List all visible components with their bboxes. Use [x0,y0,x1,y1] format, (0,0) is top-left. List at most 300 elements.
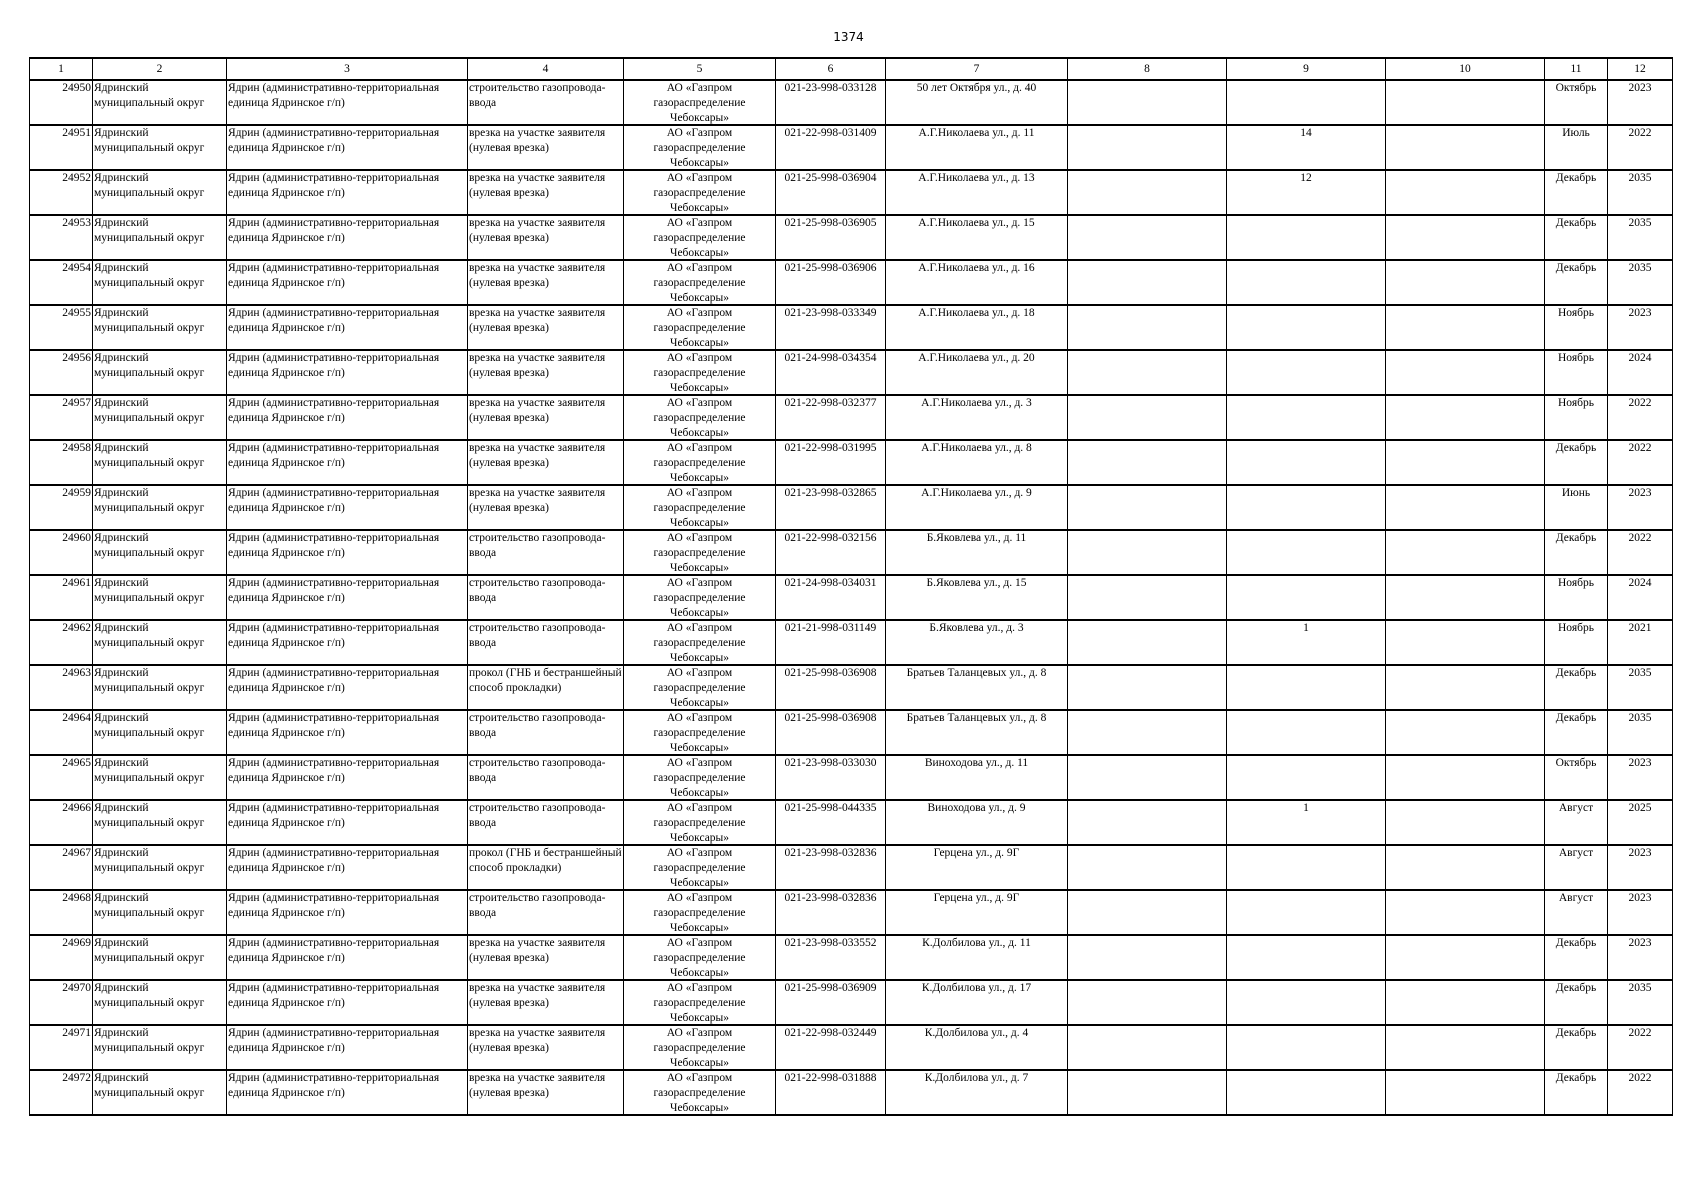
work-type-cell-text: врезка на участке заявителя (нулевая врезка) [469,172,606,199]
year-cell-text: 2024 [1628,577,1652,589]
year-cell [1608,575,1673,620]
settlement-cell [227,845,468,890]
work-type-cell-text: врезка на участке заявителя (нулевая врезка) [469,352,606,379]
district-cell [93,530,227,575]
settlement-cell-text: Ядрин (административно-территориальная единица Ядринское г/п) [228,352,440,379]
code-cell [776,800,886,845]
row-number-cell [30,800,93,845]
month-cell-text: Декабрь [1555,937,1597,949]
month-cell [1545,575,1608,620]
column-8-cell [1068,935,1227,980]
settlement-cell [227,620,468,665]
organization-cell-text: АО «Газпром газораспределение Чебоксары» [653,937,746,979]
district-cell-text: Ядринский муниципальный округ [94,757,205,784]
year-cell [1608,800,1673,845]
row-number-cell-text: 24967 [62,847,91,859]
header-cell-10: 10 [1386,58,1545,80]
month-cell-text: Декабрь [1555,217,1597,229]
settlement-cell [227,125,468,170]
organization-cell [624,440,776,485]
organization-cell [624,260,776,305]
work-type-cell-text: строительство газопровода-ввода [469,757,606,784]
code-cell [776,440,886,485]
year-cell [1608,845,1673,890]
district-cell-text: Ядринский муниципальный округ [94,352,205,379]
district-cell [93,845,227,890]
column-10-cell [1386,350,1545,395]
district-cell [93,485,227,530]
address-cell-text: Б.Яковлева ул., д. 15 [926,577,1027,589]
year-cell [1608,395,1673,440]
code-cell-text: 021-25-998-036904 [784,172,877,184]
code-cell-text: 021-22-998-032449 [784,1027,877,1039]
year-cell-text: 2022 [1628,1072,1652,1084]
year-cell [1608,620,1673,665]
year-cell [1608,530,1673,575]
table-row [30,485,1673,530]
month-cell [1545,800,1608,845]
code-cell [776,890,886,935]
address-cell [886,260,1068,305]
settlement-cell [227,170,468,215]
settlement-cell-text: Ядрин (административно-территориальная единица Ядринское г/п) [228,217,440,244]
address-cell [886,800,1068,845]
row-number-cell [30,215,93,260]
header-cell-12: 12 [1608,58,1673,80]
table-row [30,80,1673,125]
organization-cell [624,125,776,170]
month-cell-text: Август [1558,847,1594,859]
work-type-cell-text: врезка на участке заявителя (нулевая врезка) [469,1027,606,1054]
organization-cell [624,890,776,935]
settlement-cell-text: Ядрин (административно-территориальная единица Ядринское г/п) [228,757,440,784]
column-10-cell [1386,485,1545,530]
month-cell [1545,710,1608,755]
district-cell [93,980,227,1025]
address-cell [886,125,1068,170]
code-cell-text: 021-23-998-032836 [784,847,877,859]
code-cell-text: 021-22-998-031888 [784,1072,877,1084]
table-row [30,350,1673,395]
row-number-cell-text: 24955 [62,307,91,319]
column-10-cell [1386,710,1545,755]
column-9-cell [1227,755,1386,800]
organization-cell [624,1025,776,1070]
settlement-cell [227,755,468,800]
district-cell-text: Ядринский муниципальный округ [94,982,205,1009]
month-cell [1545,350,1608,395]
code-cell [776,1025,886,1070]
column-9-cell [1227,665,1386,710]
month-cell [1545,980,1608,1025]
row-number-cell-text: 24950 [62,82,91,94]
code-cell [776,1070,886,1115]
work-type-cell-text: строительство газопровода-ввода [469,622,606,649]
address-cell [886,305,1068,350]
address-cell [886,215,1068,260]
year-cell-text: 2023 [1628,487,1652,499]
code-cell [776,530,886,575]
organization-cell-text: АО «Газпром газораспределение Чебоксары» [653,577,746,619]
district-cell-text: Ядринский муниципальный округ [94,127,205,154]
year-cell-text: 2022 [1628,442,1652,454]
settlement-cell [227,890,468,935]
address-cell-text: 50 лет Октября ул., д. 40 [916,82,1037,94]
table-row [30,845,1673,890]
district-cell [93,395,227,440]
district-cell [93,890,227,935]
year-cell-text: 2035 [1628,172,1652,184]
header-cell-7: 7 [886,58,1068,80]
organization-cell [624,170,776,215]
address-cell [886,170,1068,215]
settlement-cell [227,980,468,1025]
district-cell-text: Ядринский муниципальный округ [94,217,205,244]
settlement-cell [227,440,468,485]
table-row [30,530,1673,575]
row-number-cell-text: 24957 [62,397,91,409]
settlement-cell-text: Ядрин (административно-территориальная единица Ядринское г/п) [228,307,440,334]
organization-cell-text: АО «Газпром газораспределение Чебоксары» [653,757,746,799]
work-type-cell [468,755,624,800]
column-9-cell [1227,1025,1386,1070]
column-9-cell [1227,440,1386,485]
header-cell-9: 9 [1227,58,1386,80]
settlement-cell-text: Ядрин (административно-территориальная единица Ядринское г/п) [228,442,440,469]
organization-cell-text: АО «Газпром газораспределение Чебоксары» [653,712,746,754]
code-cell [776,485,886,530]
row-number-cell-text: 24971 [62,1027,91,1039]
column-8-cell [1068,395,1227,440]
code-cell-text: 021-23-998-033030 [784,757,877,769]
address-cell [886,575,1068,620]
work-type-cell [468,260,624,305]
column-8-cell [1068,305,1227,350]
year-cell-text: 2025 [1628,802,1652,814]
organization-cell-text: АО «Газпром газораспределение Чебоксары» [653,1027,746,1069]
settlement-cell [227,935,468,980]
organization-cell [624,485,776,530]
work-type-cell-text: строительство газопровода-ввода [469,892,606,919]
year-cell [1608,215,1673,260]
column-8-cell [1068,440,1227,485]
year-cell [1608,980,1673,1025]
month-cell-text: Декабрь [1555,442,1597,454]
organization-cell [624,845,776,890]
organization-cell-text: АО «Газпром газораспределение Чебоксары» [653,262,746,304]
month-cell-text: Ноябрь [1558,307,1594,319]
code-cell-text: 021-23-998-033128 [784,82,877,94]
column-9-cell [1227,845,1386,890]
column-10-cell [1386,665,1545,710]
column-9-cell [1227,980,1386,1025]
code-cell-text: 021-24-998-034031 [784,577,877,589]
address-cell-text: Виноходова ул., д. 9 [927,802,1026,814]
code-cell [776,215,886,260]
column-8-cell [1068,980,1227,1025]
table-row [30,755,1673,800]
district-cell [93,80,227,125]
column-8-cell [1068,575,1227,620]
month-cell-text: Декабрь [1555,1027,1597,1039]
settlement-cell-text: Ядрин (административно-территориальная единица Ядринское г/п) [228,982,440,1009]
organization-cell [624,80,776,125]
year-cell-text: 2022 [1628,1027,1652,1039]
month-cell-text: Ноябрь [1558,352,1594,364]
year-cell [1608,170,1673,215]
address-cell-text: А.Г.Николаева ул., д. 13 [918,172,1035,184]
month-cell-text: Ноябрь [1558,622,1594,634]
header-cell-4: 4 [468,58,624,80]
year-cell [1608,485,1673,530]
code-cell-text: 021-24-998-034354 [784,352,877,364]
code-cell-text: 021-22-998-032377 [784,397,877,409]
work-type-cell [468,215,624,260]
header-row [30,58,1673,80]
organization-cell [624,215,776,260]
column-9-cell-text: 1 [1303,622,1309,634]
month-cell [1545,755,1608,800]
work-type-cell-text: врезка на участке заявителя (нулевая врезка) [469,442,606,469]
address-cell-text: К.Долбилова ул., д. 11 [922,937,1031,949]
code-cell [776,80,886,125]
month-cell-text: Август [1558,892,1594,904]
settlement-cell [227,485,468,530]
work-type-cell [468,170,624,215]
column-8-cell [1068,1025,1227,1070]
district-cell-text: Ядринский муниципальный округ [94,667,205,694]
year-cell-text: 2023 [1628,847,1652,859]
column-10-cell [1386,395,1545,440]
address-cell [886,530,1068,575]
code-cell-text: 021-25-998-036905 [784,217,877,229]
address-cell [886,935,1068,980]
district-cell [93,935,227,980]
column-9-cell [1227,305,1386,350]
month-cell [1545,935,1608,980]
address-cell-text: А.Г.Николаева ул., д. 9 [921,487,1032,499]
organization-cell-text: АО «Газпром газораспределение Чебоксары» [653,352,746,394]
column-10-cell [1386,170,1545,215]
column-8-cell [1068,710,1227,755]
column-8-cell [1068,215,1227,260]
year-cell-text: 2022 [1628,127,1652,139]
month-cell [1545,1025,1608,1070]
column-8-cell [1068,755,1227,800]
organization-cell [624,575,776,620]
column-9-cell [1227,395,1386,440]
header-cell-8: 8 [1068,58,1227,80]
work-type-cell [468,665,624,710]
column-9-cell [1227,620,1386,665]
district-cell [93,1025,227,1070]
settlement-cell [227,710,468,755]
organization-cell [624,710,776,755]
organization-cell-text: АО «Газпром газораспределение Чебоксары» [653,217,746,259]
month-cell [1545,530,1608,575]
district-cell-text: Ядринский муниципальный округ [94,937,205,964]
settlement-cell [227,575,468,620]
district-cell-text: Ядринский муниципальный округ [94,487,205,514]
district-cell-text: Ядринский муниципальный округ [94,82,205,109]
column-9-cell [1227,935,1386,980]
year-cell [1608,440,1673,485]
address-cell-text: А.Г.Николаева ул., д. 11 [918,127,1035,139]
address-cell-text: А.Г.Николаева ул., д. 15 [918,217,1035,229]
district-cell-text: Ядринский муниципальный округ [94,397,205,424]
year-cell [1608,1070,1673,1115]
address-cell [886,890,1068,935]
work-type-cell-text: врезка на участке заявителя (нулевая врезка) [469,982,606,1009]
organization-cell-text: АО «Газпром газораспределение Чебоксары» [653,622,746,664]
column-10-cell [1386,620,1545,665]
year-cell-text: 2023 [1628,937,1652,949]
table-row [30,890,1673,935]
month-cell-text: Октябрь [1555,757,1597,769]
header-cell-3: 3 [227,58,468,80]
year-cell [1608,305,1673,350]
row-number-cell [30,1025,93,1070]
row-number-cell-text: 24953 [62,217,91,229]
month-cell-text: Июнь [1561,487,1591,499]
month-cell-text: Декабрь [1555,667,1597,679]
column-8-cell [1068,125,1227,170]
table-row [30,1070,1673,1115]
month-cell [1545,395,1608,440]
year-cell-text: 2035 [1628,217,1652,229]
address-cell-text: К.Долбилова ул., д. 17 [921,982,1032,994]
column-9-cell [1227,530,1386,575]
address-cell-text: К.Долбилова ул., д. 7 [924,1072,1029,1084]
work-type-cell [468,1070,624,1115]
code-cell-text: 021-25-998-036908 [784,712,877,724]
settlement-cell [227,80,468,125]
column-8-cell [1068,260,1227,305]
column-10-cell [1386,80,1545,125]
organization-cell [624,350,776,395]
row-number-cell [30,485,93,530]
district-cell-text: Ядринский муниципальный округ [94,802,205,829]
row-number-cell-text: 24969 [62,937,91,949]
work-type-cell-text: врезка на участке заявителя (нулевая врезка) [469,262,606,289]
column-10-cell [1386,260,1545,305]
column-10-cell [1386,125,1545,170]
address-cell [886,1025,1068,1070]
year-cell-text: 2023 [1628,892,1652,904]
district-cell [93,620,227,665]
address-cell-text: А.Г.Николаева ул., д. 8 [921,442,1032,454]
year-cell-text: 2023 [1628,757,1652,769]
code-cell-text: 021-23-998-032836 [784,892,877,904]
address-cell [886,665,1068,710]
page-number: 1374 [833,30,864,44]
month-cell [1545,80,1608,125]
address-cell [886,980,1068,1025]
month-cell-text: Ноябрь [1558,397,1594,409]
year-cell-text: 2022 [1628,532,1652,544]
address-cell-text: А.Г.Николаева ул., д. 18 [918,307,1035,319]
code-cell-text: 021-22-998-031995 [784,442,877,454]
organization-cell [624,305,776,350]
column-10-cell [1386,935,1545,980]
header-cell-11: 11 [1545,58,1608,80]
code-cell-text: 021-23-998-032865 [784,487,877,499]
district-cell [93,800,227,845]
organization-cell [624,800,776,845]
code-cell [776,350,886,395]
settlement-cell [227,395,468,440]
year-cell-text: 2024 [1628,352,1652,364]
address-cell [886,485,1068,530]
address-cell-text: Б.Яковлева ул., д. 11 [926,532,1027,544]
year-cell-text: 2022 [1628,397,1652,409]
district-cell-text: Ядринский муниципальный округ [94,532,205,559]
address-cell-text: Братьев Таланцевых ул., д. 8 [906,712,1047,724]
code-cell-text: 021-25-998-044335 [784,802,877,814]
settlement-cell-text: Ядрин (административно-территориальная единица Ядринское г/п) [228,487,440,514]
month-cell [1545,215,1608,260]
organization-cell-text: АО «Газпром газораспределение Чебоксары» [653,667,746,709]
organization-cell-text: АО «Газпром газораспределение Чебоксары» [653,172,746,214]
column-10-cell [1386,440,1545,485]
row-number-cell [30,80,93,125]
work-type-cell [468,575,624,620]
column-9-cell-text: 1 [1303,802,1309,814]
month-cell-text: Август [1558,802,1594,814]
column-8-cell [1068,845,1227,890]
year-cell-text: 2023 [1628,82,1652,94]
row-number-cell [30,665,93,710]
address-cell-text: А.Г.Николаева ул., д. 3 [921,397,1032,409]
month-cell [1545,305,1608,350]
column-8-cell [1068,485,1227,530]
table-row [30,620,1673,665]
settlement-cell [227,665,468,710]
row-number-cell-text: 24958 [62,442,91,454]
year-cell-text: 2035 [1628,982,1652,994]
column-10-cell [1386,800,1545,845]
settlement-cell [227,1025,468,1070]
address-cell [886,1070,1068,1115]
month-cell [1545,845,1608,890]
settlement-cell-text: Ядрин (административно-территориальная единица Ядринское г/п) [228,667,440,694]
work-type-cell-text: строительство газопровода-ввода [469,802,606,829]
row-number-cell [30,935,93,980]
year-cell [1608,80,1673,125]
work-type-cell [468,485,624,530]
row-number-cell [30,530,93,575]
code-cell [776,665,886,710]
work-type-cell-text: строительство газопровода-ввода [469,82,606,109]
row-number-cell-text: 24959 [62,487,91,499]
settlement-cell-text: Ядрин (административно-территориальная единица Ядринское г/п) [228,172,440,199]
work-type-cell [468,620,624,665]
month-cell-text: Декабрь [1555,982,1597,994]
settlement-cell-text: Ядрин (административно-территориальная единица Ядринское г/п) [228,892,440,919]
row-number-cell [30,980,93,1025]
row-number-cell-text: 24972 [62,1072,91,1084]
address-cell [886,710,1068,755]
column-9-cell [1227,215,1386,260]
address-cell-text: Братьев Таланцевых ул., д. 8 [906,667,1047,679]
address-cell [886,755,1068,800]
organization-cell [624,665,776,710]
table-body [30,80,1673,1115]
column-8-cell [1068,665,1227,710]
data-table [29,57,1673,1116]
district-cell-text: Ядринский муниципальный округ [94,712,205,739]
year-cell [1608,710,1673,755]
